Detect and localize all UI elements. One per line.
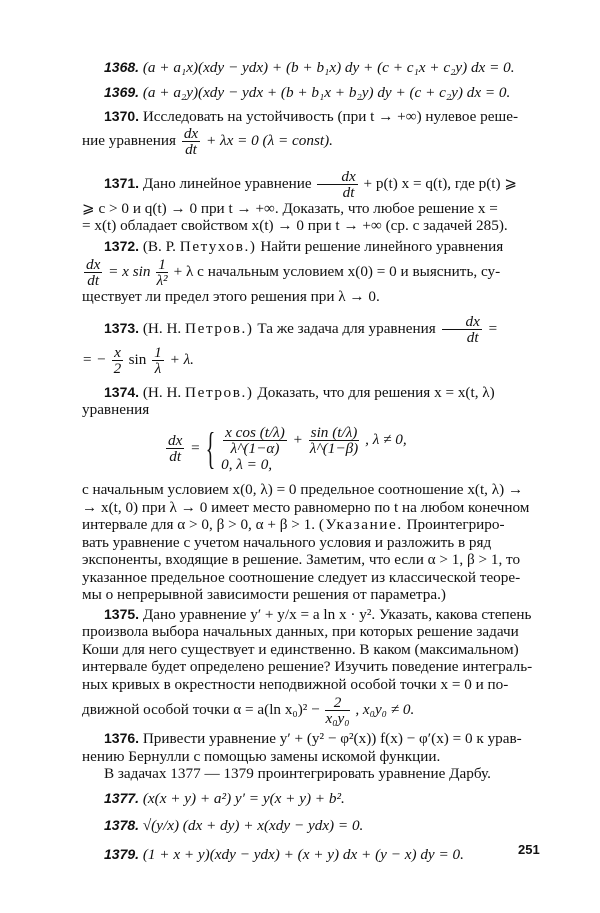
- text-line: = x(t) обладает свойством x(t) → 0 при t → +∞ (ср. с задачей 285).: [82, 217, 508, 234]
- author: (В. Р.: [142, 237, 176, 255]
- problem-number: 1371.: [104, 174, 140, 191]
- text-line: экспоненты, входящие в решение. Заметим, что если α > 1, β > 1, то: [82, 551, 521, 568]
- text-line: Проинтегриро-: [406, 516, 505, 533]
- author-name: Петров.): [185, 383, 254, 401]
- problem-number: 1377.: [104, 789, 140, 806]
- author: (Н. Н.: [142, 383, 182, 401]
- left-brace: {: [205, 423, 216, 473]
- fraction: $\frac{\text{x cos (t/λ)}}{\lambda\^{}(1-\alpha)}$: [225, 423, 285, 457]
- author-name: Петухов.): [179, 237, 257, 255]
- page-number: 251: [518, 842, 540, 857]
- equation: √(y/x) (dx + dy) + x(xdy − ydx) = 0.: [142, 816, 364, 834]
- problem-1368: [82, 58, 548, 77]
- text-line: нению Бернулли с помощью замены искомой функции.: [82, 747, 441, 765]
- piecewise-equation: [82, 425, 548, 474]
- fraction: $\frac{dx}{dt}$: [442, 314, 482, 345]
- problem-1370: [82, 108, 548, 157]
- text-line: мы о непрерывной зависимости решения от параметра.): [82, 586, 446, 603]
- page-content: [82, 58, 548, 864]
- equals-sign: =: [190, 439, 201, 457]
- text-line: + λ с начальным условием x(0) = 0 и выяснить, су-: [173, 262, 501, 280]
- equals-sign: =: [487, 319, 498, 337]
- text-line: уравнения: [82, 401, 150, 418]
- fraction: $\frac{x}{2}$: [113, 343, 122, 377]
- fraction: $\frac{dx}{dt}$: [86, 256, 101, 289]
- text-line: sin: [128, 350, 147, 368]
- text-line: указанное предельное соотношение следует из классической теоре-: [82, 568, 521, 586]
- fraction: $\frac{dx}{dt}$: [183, 124, 199, 158]
- problem-1371: [82, 169, 548, 235]
- text-line: → x(t, 0) при λ → 0 имеет место равномерно по t на любом конечном: [82, 498, 530, 516]
- problem-1369: [82, 83, 548, 102]
- problem-number: 1369.: [104, 84, 140, 100]
- text-line: движной особой точки α = a(ln x₀)² −: [82, 700, 320, 718]
- text-line: Привести уравнение y′ + (y² − φ²(x)) f(x) − φ′(x) = 0 к урав-: [142, 730, 522, 747]
- problem-number: 1368.: [104, 59, 140, 75]
- text-line: Дано линейное уравнение: [142, 174, 312, 192]
- problem-1373: [82, 314, 548, 376]
- problem-1376: [82, 730, 548, 765]
- cases: [221, 425, 407, 474]
- text-line: = −: [82, 350, 107, 368]
- problem-1379: [82, 845, 548, 864]
- text-line: + p(t) x = q(t), где p(t) ⩾: [363, 174, 518, 192]
- text-line: ⩾ c > 0 и q(t) → 0 при t → +∞. Доказать, что любое решение x =: [82, 199, 498, 217]
- text-line: Дано уравнение y′ + y/x = a ln x · y². Указать, какова степень: [142, 605, 532, 623]
- text-line: интервале будет определено решение? Изучить поведение интеграль-: [82, 658, 533, 675]
- text-line: произвола выбора начальных данных, при которых решение задачи: [82, 623, 519, 640]
- text-line: Найти решение линейного уравнения: [260, 237, 504, 255]
- problem-1377: [82, 789, 548, 808]
- equation: (a + a₁x)(xdy − ydx) + (b + b₁x) dy + (c + c₁x + c₂y) dx = 0.: [142, 59, 515, 76]
- text-line: Та же задача для уравнения: [257, 319, 436, 337]
- equation: (a + a₂y)(xdy − ydx + (b + b₁x + b₂y) dy + (c + c₂y) dx = 0.: [142, 84, 511, 101]
- text-line: Доказать, что для решения x = x(t, λ): [257, 383, 495, 401]
- text-line: ние уравнения: [82, 131, 177, 149]
- problem-1372: [82, 238, 548, 306]
- section-intro: В задачах 1377 — 1379 проинтегрировать уравнение Дарбу.: [104, 765, 491, 782]
- text-line: интервале для α > 0, β > 0, α + β > 1.: [82, 516, 316, 533]
- fraction: $\frac{1}{\text{λ²}}$: [156, 256, 168, 289]
- fraction: $\frac{\sin (t/\lambda)}{\lambda\^{}(1-\beta)}$: [309, 423, 359, 457]
- equation: (1 + x + y)(xdy − ydx) + (x + y) dx + (y − x) dy = 0.: [142, 845, 464, 863]
- problem-1375: [82, 606, 548, 727]
- problem-number: 1379.: [104, 845, 140, 862]
- text-line: Коши для него существует и единственно. В каком (максимальном): [82, 640, 519, 658]
- equation: (x(x + y) + a²) y′ = y(x + y) + b².: [142, 789, 345, 807]
- problem-number: 1378.: [104, 816, 140, 833]
- problem-number: 1372.: [104, 237, 140, 254]
- problem-number: 1373.: [104, 319, 140, 336]
- problem-number: 1370.: [104, 108, 140, 124]
- hint-label: (Указание.: [318, 516, 403, 533]
- fraction: $\frac{dx}{dt}$: [168, 432, 183, 466]
- text-line: + λx = 0 (λ = const).: [205, 131, 333, 149]
- text-line: вать уравнение с учетом начального условия и разложить в ряд: [82, 533, 492, 551]
- case-line: 0, λ = 0,: [221, 455, 273, 473]
- text-line: = x sin: [108, 262, 151, 280]
- text-line: , x₀y₀ ≠ 0.: [355, 700, 415, 718]
- problem-1378: [82, 816, 548, 835]
- fraction: $\frac{2}{\text{x₀y₀}}$: [325, 694, 350, 727]
- problem-number: 1376.: [104, 730, 140, 746]
- plus-sign: +: [292, 430, 303, 448]
- author: (Н. Н.: [142, 319, 182, 337]
- fraction: $\frac{1}{\lambda}$: [154, 343, 162, 377]
- text-line: Исследовать на устойчивость (при t → +∞) нулевое реше-: [142, 108, 519, 125]
- author-name: Петров.): [185, 319, 254, 337]
- text-line: + λ.: [169, 350, 194, 368]
- fraction: $\frac{dx}{dt}$: [317, 169, 357, 200]
- case-condition: , λ ≠ 0,: [365, 430, 407, 448]
- problem-1374: [82, 384, 548, 604]
- text-line: ных кривых в окрестности неподвижной особой точки x = 0 и по-: [82, 675, 509, 693]
- text-line: ществует ли предел этого решения при λ → 0.: [82, 288, 380, 305]
- problem-number: 1375.: [104, 605, 140, 622]
- text-line: с начальным условием x(0, λ) = 0 предельное соотношение x(t, λ) →: [82, 481, 524, 498]
- problem-number: 1374.: [104, 383, 140, 400]
